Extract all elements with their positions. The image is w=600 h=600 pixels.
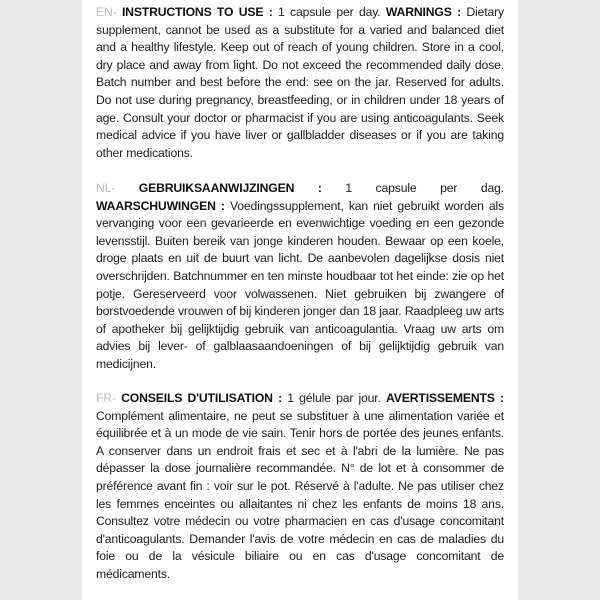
language-code: FR- bbox=[96, 391, 116, 405]
instructions-heading: CONSEILS D'UTILISATION : bbox=[121, 391, 283, 405]
warnings-text: Voedingssupplement, kan niet gebruikt worden als vervanging voor een gevarieerde en evenwichtige voeding en een gezonde levensstijl. Buiten bereik van jonge kinderen houden. Bewaar op een koele, droge plaats en uit de buurt van licht. De aanbevolen dagelijkse dosis niet overschrijden. Batchnummer en ten minste houdbaar tot het einde: zie op het potje. Gereserveerd voor volwassenen. Niet gebruiken bij zwangere of borstvoedende vrouwen of bij kinderen jonger dan 18 jaar. Raadpleeg uw arts of apotheker bij gelijktijdig gebruik van anticoagulantia. Vraag uw arts om advies bij lever- of galblaasaandoeningen of bij gelijktijdig gebruik van medicijnen. bbox=[96, 198, 504, 371]
warnings-text: Complément alimentaire, ne peut se substituer à une alimentation variée et équilibrée et à un mode de vie sain. Tenir hors de portée des jeunes enfants. A conserver dans un endroit frais et sec et à l'abri de la lumière. Ne pas dépasser la dose journalière recommandée. N° de lot et à consommer de préférence avant fin : voir sur le pot. Réservé à l'adulte. Ne pas utiliser chez les femmes enceintes ou allaitantes ni chez les enfants de moins 18 ans. Consultez votre médecin ou votre pharmacien en cas d'usage concomitant d'anticoagulants. Demander l'avis de votre médecin en cas de maladies du foie ou de la vésicule biliaire ou en cas d'usage concomitant de médicaments. bbox=[96, 408, 504, 581]
warnings-heading: WAARSCHUWINGEN : bbox=[96, 198, 225, 213]
section-dutch bbox=[96, 180, 504, 374]
language-code: EN- bbox=[96, 5, 117, 19]
instructions-heading: GEBRUIKSAANWIJZINGEN : bbox=[138, 181, 322, 195]
warnings-heading: AVERTISSEMENTS : bbox=[386, 391, 504, 405]
section-english bbox=[96, 4, 504, 162]
instructions-text: 1 capsule per day. bbox=[278, 5, 381, 19]
warnings-heading: WARNINGS : bbox=[385, 5, 462, 19]
instructions-text: 1 gélule par jour. bbox=[287, 391, 381, 405]
language-code: NL- bbox=[96, 181, 116, 195]
section-french bbox=[96, 390, 504, 584]
warnings-text: Dietary supplement, cannot be used as a substitute for a varied and balanced diet and a healthy lifestyle. Keep out of reach of young children. Store in a cool, dry place and away from light. Do not exceed the recommended daily dose. Batch number and best before the end: see on the jar. Reserved for adults. Do not use during pregnancy, breastfeeding, or in children under 18 years of age. Consult your doctor or pharmacist if you are using anticoagulants. Seek medical advice if you have liver or gallbladder diseases or if you are taking other medications. bbox=[96, 5, 504, 160]
instructions-heading: INSTRUCTIONS TO USE : bbox=[121, 5, 273, 19]
label-panel bbox=[82, 0, 518, 600]
instructions-text: 1 capsule per dag. bbox=[345, 181, 504, 195]
